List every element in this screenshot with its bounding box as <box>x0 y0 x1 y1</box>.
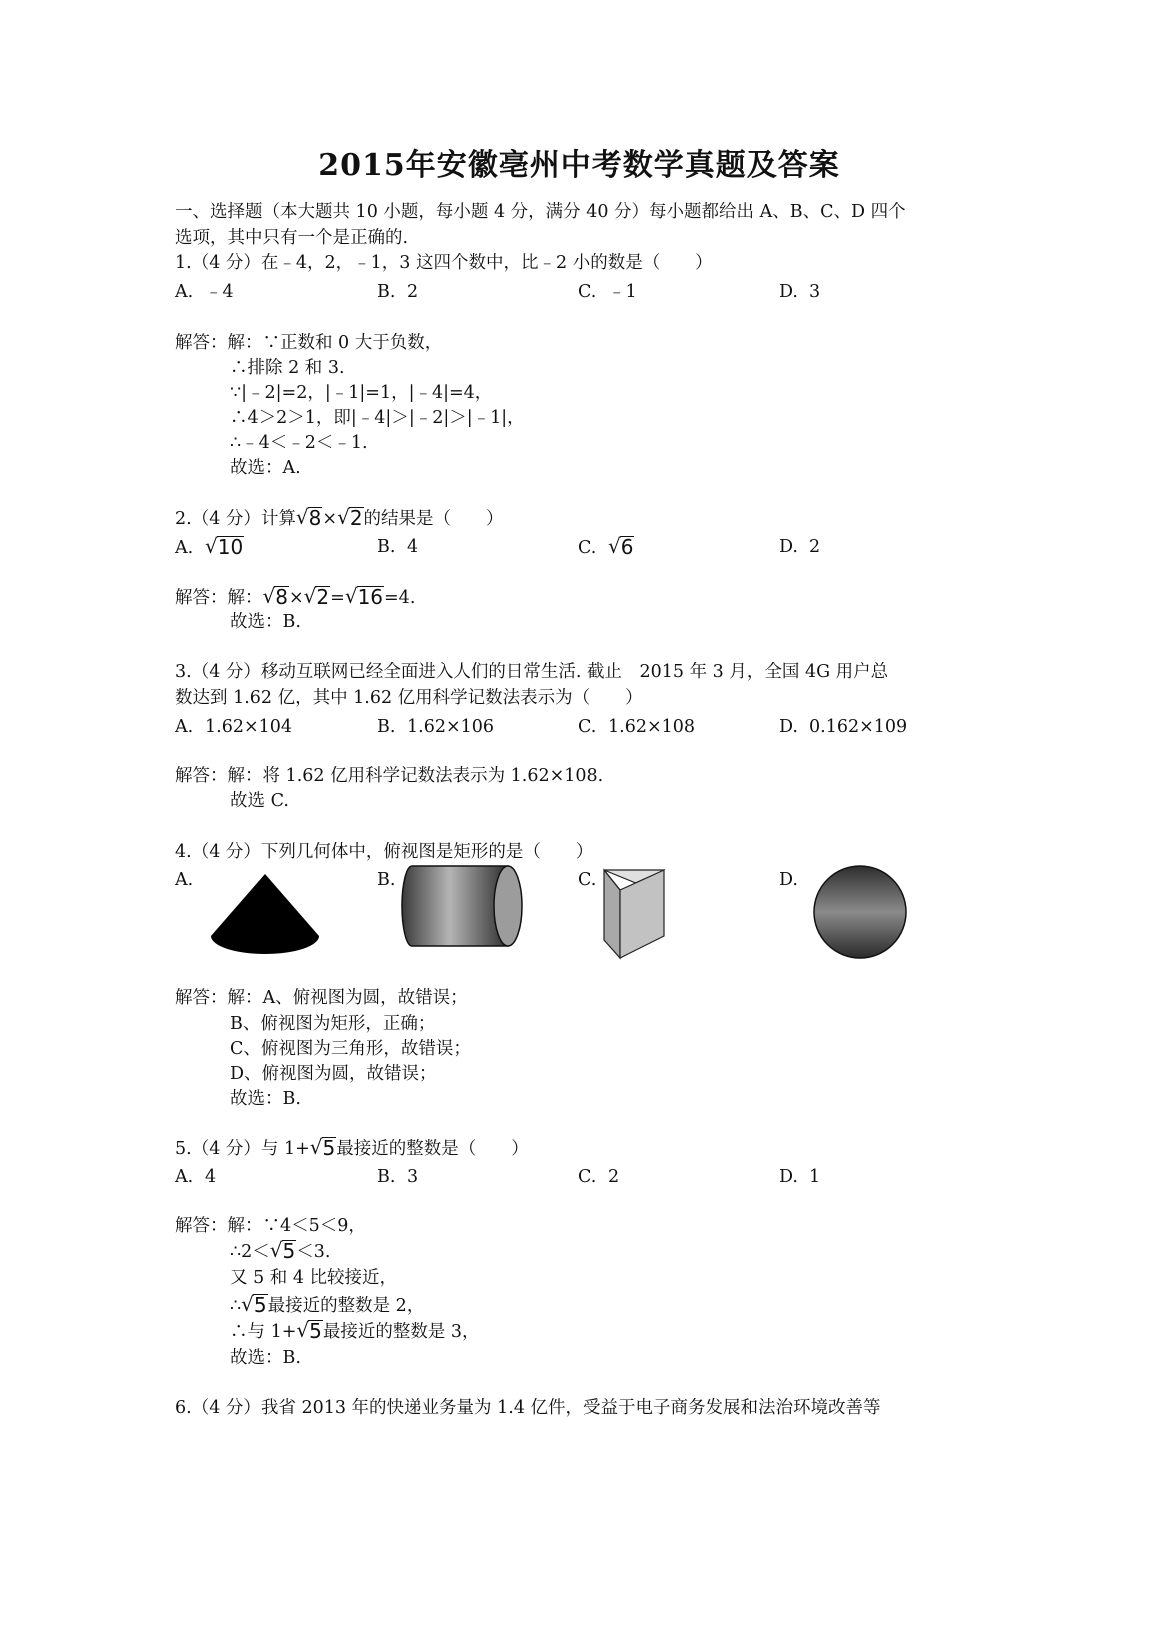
q3-stem-line1: 3.（4 分）移动互联网已经全面进入人们的日常生活. 截止 2015 年 3 月，全国 4G 用户总 <box>175 662 889 682</box>
q4-answer-line5: 故选：B. <box>230 1089 301 1109</box>
q3-option-c: C. 1.62×108 <box>578 717 696 737</box>
q5-option-c: C. 2 <box>578 1167 620 1187</box>
q1-answer-line5: ∴﹣4＜﹣2＜﹣1. <box>230 433 368 453</box>
triangular-prism-figure <box>600 862 670 962</box>
q4-label-a: A. <box>175 870 194 890</box>
q3-answer-line2: 故选 C. <box>230 791 289 811</box>
q4-label-d: D. <box>779 870 798 890</box>
q4-stem: 4.（4 分）下列几何体中，俯视图是矩形的是（ ） <box>175 842 594 862</box>
q1-option-a: A. ﹣4 <box>175 282 234 302</box>
cylinder-figure <box>400 862 540 957</box>
cone-figure <box>205 870 325 960</box>
q1-option-c: C. ﹣1 <box>578 282 637 302</box>
q5-stem: 5.（4 分）与 1+ √ 5 最接近的整数是（ ） <box>175 1135 529 1160</box>
q5-answer-line3: 又 5 和 4 比较接近， <box>230 1268 398 1288</box>
q3-option-a: A. 1.62×104 <box>175 717 293 737</box>
q4-answer-line4: D、俯视图为圆，故错误； <box>230 1064 437 1084</box>
q4-answer-line2: B、俯视图为矩形，正确； <box>230 1014 436 1034</box>
q6-stem: 6.（4 分）我省 2013 年的快递业务量为 1.4 亿件，受益于电子商务发展和法治环境改善等 <box>175 1398 881 1418</box>
q1-answer-line3: ∵|﹣2|=2，|﹣1|=1，|﹣4|=4， <box>230 383 493 403</box>
q2-option-d: D. 2 <box>779 537 821 557</box>
q5-option-b: B. 3 <box>377 1167 419 1187</box>
q4-label-b: B. <box>377 870 396 890</box>
q1-option-d: D. 3 <box>779 282 821 302</box>
q1-answer-line4: ∴4＞2＞1，即|﹣4|＞|﹣2|＞|﹣1|， <box>230 408 525 428</box>
q3-stem-line2: 数达到 1.62 亿，其中 1.62 亿用科学记数法表示为（ ） <box>175 688 643 708</box>
q3-answer-line1: 解答：解：将 1.62 亿用科学记数法表示为 1.62×108. <box>175 766 604 786</box>
section-heading-line2: 选项，其中只有一个是正确的. <box>175 228 409 248</box>
q5-answer-line6: 故选：B. <box>230 1348 301 1368</box>
section-heading-line1: 一、选择题（本大题共 10 小题，每小题 4 分，满分 40 分）每小题都给出 A、B、C、D 四个 <box>175 202 906 222</box>
q3-option-b: B. 1.62×106 <box>377 717 495 737</box>
q5-answer-line4: ∴ √ 5 最接近的整数是 2， <box>230 1292 425 1317</box>
q1-answer-line2: ∴排除 2 和 3. <box>230 358 345 378</box>
q1-option-b: B. 2 <box>377 282 419 302</box>
q5-option-a: A. 4 <box>175 1167 217 1187</box>
q2-answer-line2: 故选：B. <box>230 612 301 632</box>
q1-stem: 1.（4 分）在﹣4，2，﹣1，3 这四个数中，比﹣2 小的数是（ ） <box>175 253 713 273</box>
page-title: 2015年安徽亳州中考数学真题及答案 <box>318 148 840 183</box>
q4-answer-line3: C、俯视图为三角形，故错误； <box>230 1039 471 1059</box>
sphere-figure <box>810 862 910 962</box>
q2-option-c: C. √ 6 <box>578 534 634 559</box>
q5-answer-line5: ∴与 1+ √ 5 最接近的整数是 3， <box>230 1318 480 1343</box>
q2-stem: 2.（4 分）计算 √ 8 × √ 2 的结果是（ ） <box>175 505 504 530</box>
q3-option-d: D. 0.162×109 <box>779 717 908 737</box>
sqrt-8: √ 8 <box>295 505 322 530</box>
q1-answer-line6: 故选：A. <box>230 458 301 478</box>
q4-label-c: C. <box>578 870 597 890</box>
sqrt-2: √ 2 <box>337 505 363 530</box>
q5-answer-line2: ∴2＜ √ 5 ＜3. <box>230 1238 331 1263</box>
q5-answer-line1: 解答：解：∵4＜5＜9， <box>175 1216 366 1236</box>
q2-option-b: B. 4 <box>377 537 419 557</box>
q2-option-a: A. √ 10 <box>175 534 244 559</box>
q1-answer-line1: 解答：解：∵正数和 0 大于负数， <box>175 333 443 353</box>
q2-answer-line1: 解答：解： √ 8 × √ 2 = √ 16 =4. <box>175 584 416 609</box>
q4-answer-line1: 解答：解：A、俯视图为圆，故错误； <box>175 988 468 1008</box>
q5-option-d: D. 1 <box>779 1167 821 1187</box>
